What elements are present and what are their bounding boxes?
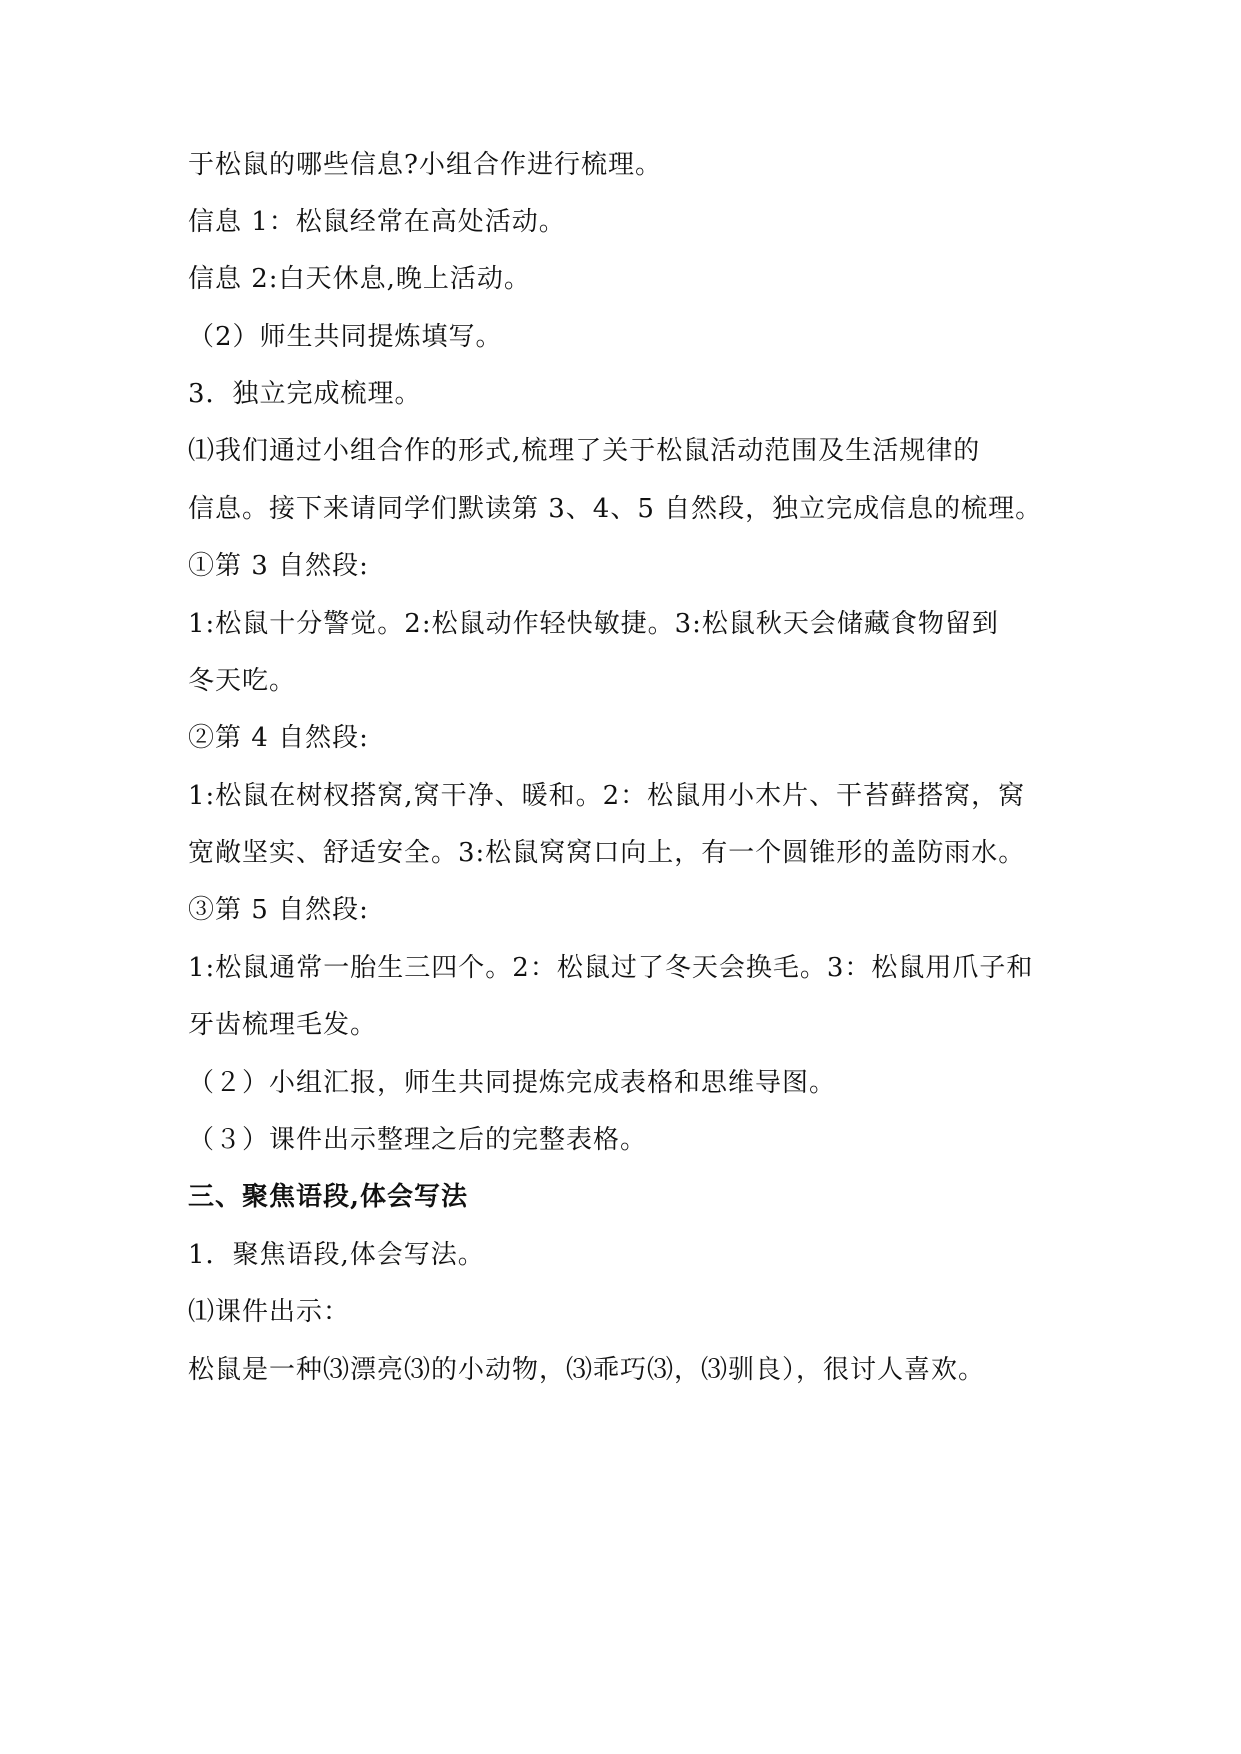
text-line: （３）课件出示整理之后的完整表格。 [188,1125,648,1155]
text-line: ⑴我们通过小组合作的形式,梳理了关于松鼠活动范围及生活规律的 [188,436,981,466]
text-line: ①第 3 自然段: [188,551,369,581]
text-line: （2）师生共同提炼填写。 [188,322,503,352]
text-line: 松鼠是一种⑶漂亮⑶的小动物，⑶乖巧⑶，⑶驯良），很讨人喜欢。 [188,1355,986,1385]
text-line: 信息 1：松鼠经常在高处活动。 [188,207,566,237]
section-heading: 三、聚焦语段,体会写法 [188,1182,469,1212]
text-line: 信息 2:白天休息,晚上活动。 [188,264,531,294]
text-line: 宽敞坚实、舒适安全。3:松鼠窝窝口向上，有一个圆锥形的盖防雨水。 [188,838,1026,868]
text-line: 信息。接下来请同学们默读第 3、4、5 自然段，独立完成信息的梳理。 [188,494,1043,524]
text-line: 于松鼠的哪些信息?小组合作进行梳理。 [188,150,662,180]
text-line: 1:松鼠通常一胎生三四个。2：松鼠过了冬天会换毛。3：松鼠用爪子和 [188,953,1034,983]
text-line: （２）小组汇报，师生共同提炼完成表格和思维导图。 [188,1068,837,1098]
text-line: ②第 4 自然段: [188,723,369,753]
text-line: 1:松鼠在树杈搭窝,窝干净、暖和。2：松鼠用小木片、干苔藓搭窝，窝 [188,781,1026,811]
text-line: 冬天吃。 [188,666,297,696]
text-line: ⑴课件出示： [188,1297,351,1327]
text-line: 1:松鼠十分警觉。2:松鼠动作轻快敏捷。3:松鼠秋天会储藏食物留到 [188,609,999,639]
text-line: 3．独立完成梳理。 [188,379,422,409]
text-line: 1．聚焦语段,体会写法。 [188,1240,485,1270]
text-line: ③第 5 自然段: [188,895,369,925]
text-line: 牙齿梳理毛发。 [188,1010,378,1040]
